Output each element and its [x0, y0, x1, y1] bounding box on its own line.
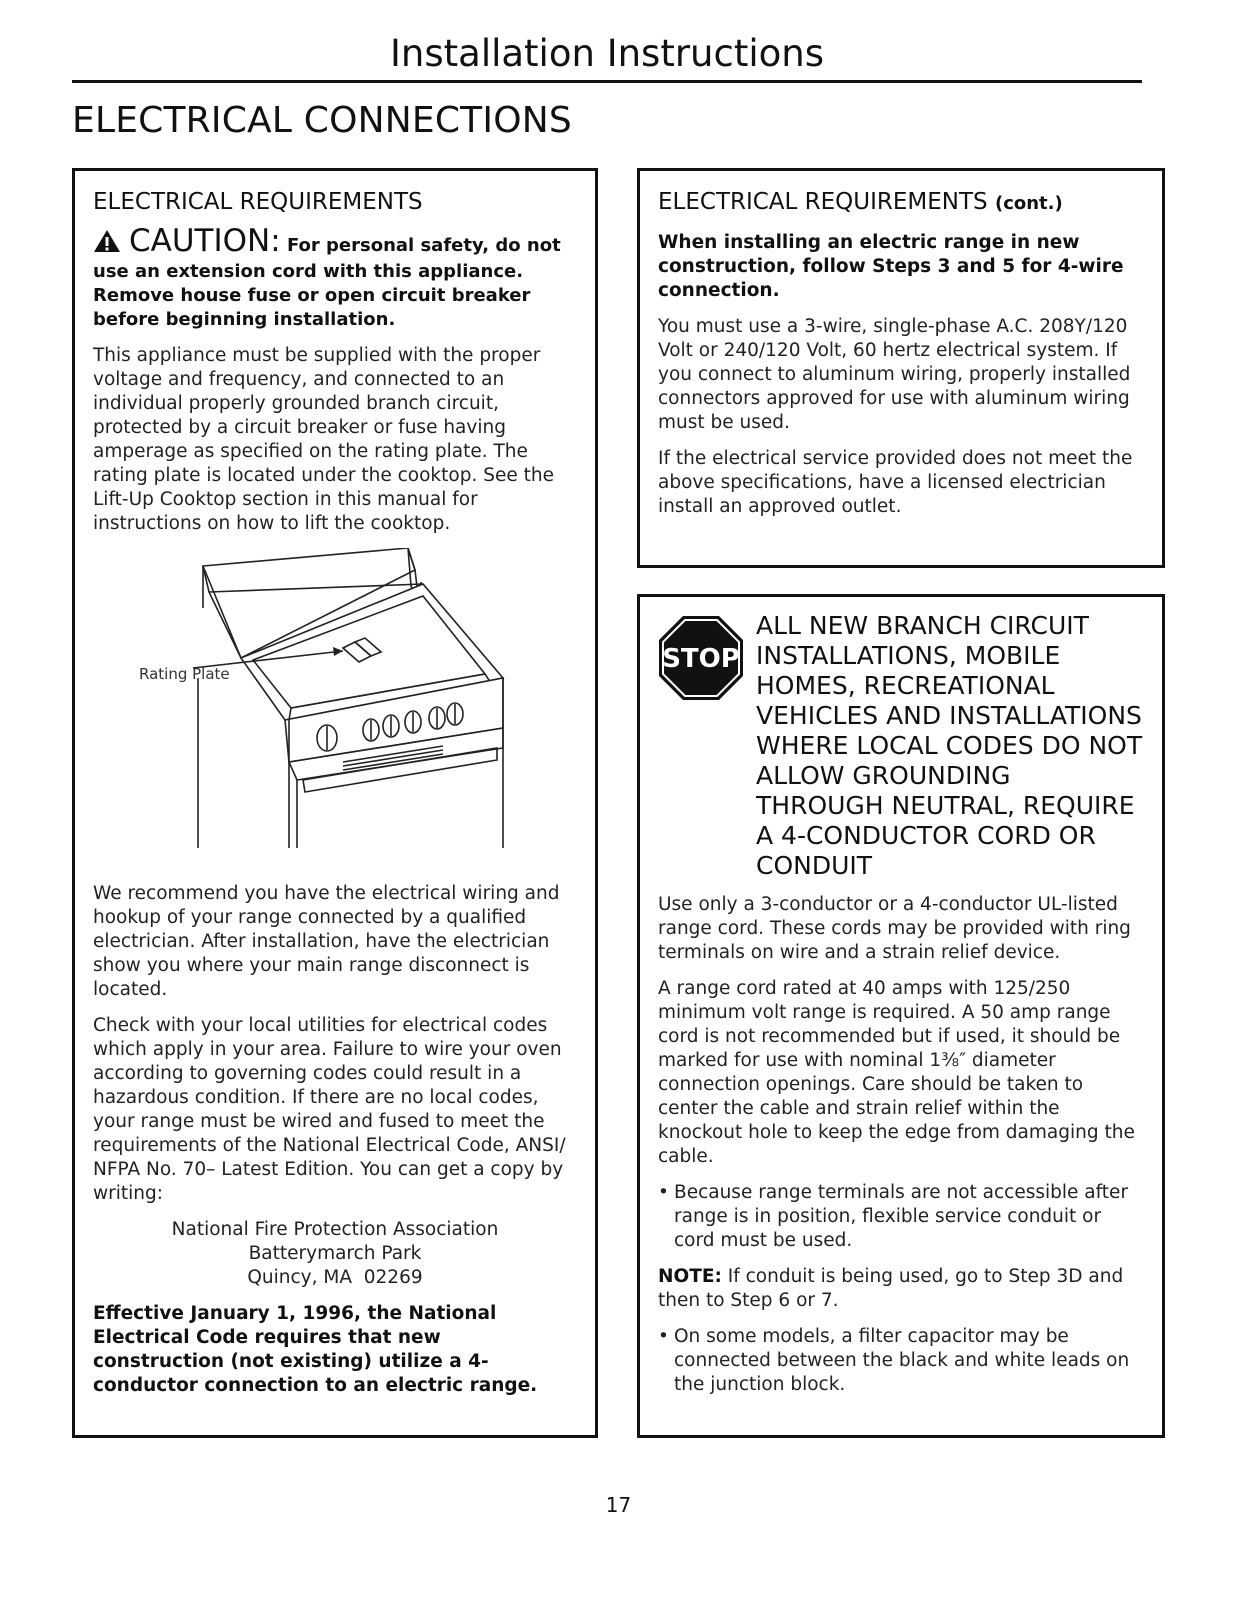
box-heading-cont: (cont.): [994, 193, 1063, 214]
licensed-electrician-paragraph: If the electrical service provided does not meet the above specifications, have a licensed electrician install an approved outlet.: [658, 448, 1133, 517]
four-conductor-content: [658, 611, 1144, 1409]
section-title: ELECTRICAL CONNECTIONS: [72, 100, 572, 141]
note-label: NOTE:: [658, 1266, 722, 1287]
box-heading: ELECTRICAL REQUIREMENTS: [93, 189, 423, 215]
local-codes-paragraph: Check with your local utilities for electrical codes which apply in your area. Failure to wire your oven according to governing codes could result in a hazardous condition. If there are no local codes, your range must be wired and fused to meet the requirements of the National Electrical Code, ANSI/ NFPA No. 70– Latest Edition. You can get a copy by writing:: [93, 1015, 566, 1204]
address-line: Batterymarch Park: [248, 1243, 422, 1264]
bullet-item: [658, 1325, 1144, 1397]
box-heading: [658, 185, 1144, 221]
note-text: If conduit is being used, go to Step 3D and then to Step 6 or 7.: [658, 1266, 1124, 1311]
caution-text: For personal safety, do not use an extension cord with this appliance.: [93, 235, 561, 282]
electrical-requirements-box: [72, 168, 598, 1438]
conduit-note: [658, 1265, 1144, 1313]
caution-notice: [93, 223, 577, 332]
address-line: National Fire Protection Association: [171, 1219, 499, 1240]
bullet-text: Because range terminals are not accessible after range is in position, flexible service conduit or cord must be used.: [674, 1182, 1129, 1251]
warning-triangle-icon: [93, 229, 121, 260]
stop-sign-text: STOP: [662, 644, 740, 674]
range-illustration: [193, 548, 553, 848]
power-supply-paragraph: This appliance must be supplied with the proper voltage and frequency, and connected to an individual properly grounded branch circuit, protected by a circuit breaker or fuse having amperage as specified on the rating plate. The rating plate is located under the cooktop. See the Lift-Up Cooktop section in this manual for instructions on how to lift the cooktop.: [93, 345, 554, 534]
stop-sign-icon: [658, 615, 744, 705]
box-heading-text: ELECTRICAL REQUIREMENTS: [658, 189, 988, 215]
new-construction-paragraph: When installing an electric range in new construction, follow Steps 3 and 5 for 4-wire connection.: [658, 232, 1124, 301]
cord-rating-paragraph: A range cord rated at 40 amps with 125/250 minimum volt range is required. A 50 amp range cord is not recommended but if used, it should be marked for use with nominal 1⅜″ diameter connection openings. Care should be taken to center the cable and strain relief within the knockout hole to keep the edge from damaging the cable.: [658, 978, 1135, 1167]
caution-text-2: Remove house fuse or open circuit breaker before beginning installation.: [93, 285, 531, 330]
caution-word: CAUTION:: [129, 223, 281, 259]
page-header-title: Installation Instructions: [390, 32, 824, 75]
electrician-paragraph: We recommend you have the electrical wiring and hookup of your range connected by a qualified electrician. After installation, have the electrician show you where your main range disconnect is located.: [93, 883, 560, 1000]
range-cord-paragraph: Use only a 3-conductor or a 4-conductor UL-listed range cord. These cords may be provided with ring terminals on wire and a strain relief device.: [658, 894, 1131, 963]
bullet-dot: •: [658, 1326, 669, 1347]
electrical-requirements-content: [93, 185, 577, 1410]
four-conductor-box: [637, 594, 1165, 1438]
bullet-dot: •: [658, 1182, 669, 1203]
stop-heading: ALL NEW BRANCH CIRCUIT INSTALLATIONS, MOBILE HOMES, RECREATIONAL VEHICLES AND INSTALLATIONS WHERE LOCAL CODES DO NOT ALLOW GROUNDING THROUGH NEUTRAL, REQUIRE A 4-CONDUCTOR CORD OR CONDUIT: [756, 611, 1143, 880]
rating-plate-label: Rating Plate: [139, 665, 230, 683]
address-line: Quincy, MA 02269: [247, 1267, 423, 1288]
rating-plate-figure: [93, 548, 577, 848]
wiring-system-paragraph: You must use a 3-wire, single-phase A.C. 208Y/120 Volt or 240/120 Volt, 60 hertz electrical system. If you connect to aluminum wiring, properly installed connectors approved for use with aluminum wiring must be used.: [658, 316, 1131, 433]
page-number: 17: [605, 1493, 632, 1517]
stop-notice: [658, 611, 1144, 881]
bullet-item: [658, 1181, 1144, 1253]
electrical-requirements-cont-box: [637, 168, 1165, 568]
bullet-text: On some models, a filter capacitor may be connected between the black and white leads on the junction block.: [674, 1326, 1130, 1395]
page-header: [72, 30, 1142, 83]
electrical-requirements-cont-content: [658, 185, 1144, 531]
nfpa-address: [93, 1218, 577, 1290]
nec-requirement-paragraph: Effective January 1, 1996, the National Electrical Code requires that new construction (not existing) utilize a 4-conductor connection to an electric range.: [93, 1303, 538, 1396]
